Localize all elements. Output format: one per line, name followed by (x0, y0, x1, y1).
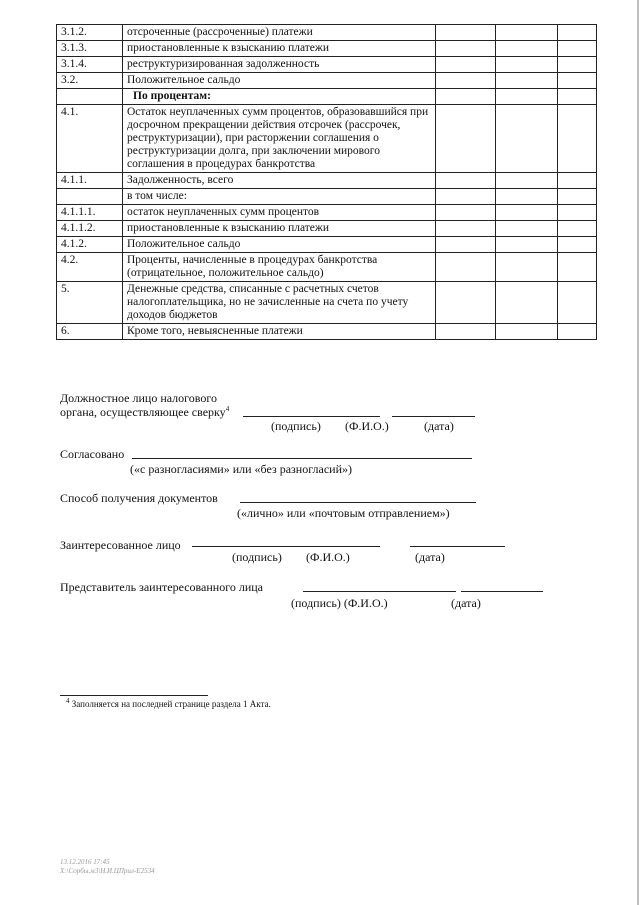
value-cell (436, 324, 496, 340)
interested-date-line[interactable] (410, 546, 505, 547)
footnote-text: Заполняется на последней странице раздела 1 Акта. (71, 699, 271, 709)
value-cell (436, 41, 496, 57)
row-number (57, 189, 123, 205)
value-cell (558, 105, 597, 173)
value-cell (496, 324, 558, 340)
row-number: 4.2. (57, 253, 123, 282)
row-description: Остаток неуплаченных сумм процентов, образовавшийся при досрочном прекращении действия отсрочек (рассрочек, реструктуризации), при расторжении соглашения о реструктуризации долга, при заключении мирового соглашения в процедурах банкротства (123, 105, 436, 173)
footnote-mark: 4 (66, 697, 70, 705)
rep-date-line[interactable] (461, 591, 543, 592)
table-row (57, 25, 597, 41)
print-stamp-line1: 13.12.2016 17:45 (60, 858, 110, 866)
official-sign-line[interactable] (243, 416, 380, 417)
row-number: 3.1.2. (57, 25, 123, 41)
rep-caption-date: (дата) (451, 596, 481, 610)
value-cell (436, 73, 496, 89)
value-cell (436, 105, 496, 173)
table-row (57, 237, 597, 253)
interested-caption-date: (дата) (415, 550, 445, 564)
value-cell (558, 89, 597, 105)
row-number (57, 89, 123, 105)
value-cell (436, 173, 496, 189)
page-edge (637, 0, 639, 905)
value-cell (436, 205, 496, 221)
row-description: реструктуризированная задолженность (123, 57, 436, 73)
value-cell (558, 221, 597, 237)
row-description: остаток неуплаченных сумм процентов (123, 205, 436, 221)
value-cell (558, 205, 597, 221)
table-row (57, 73, 597, 89)
row-description: отсроченные (рассроченные) платежи (123, 25, 436, 41)
table-row (57, 89, 597, 105)
official-caption-name: (Ф.И.О.) (345, 419, 389, 433)
value-cell (436, 189, 496, 205)
row-number: 4.1.1.1. (57, 205, 123, 221)
agreed-line[interactable] (132, 458, 472, 459)
table-row (57, 173, 597, 189)
value-cell (496, 221, 558, 237)
method-label: Способ получения документов (60, 491, 218, 505)
rep-caption-signname: (подпись) (Ф.И.О.) (291, 596, 388, 610)
row-number: 3.1.4. (57, 57, 123, 73)
official-label-text: органа, осуществляющее сверку (60, 405, 226, 419)
row-number: 5. (57, 282, 123, 324)
table-row (57, 324, 597, 340)
row-description: Денежные средства, списанные с расчетных счетов налогоплательщика, но не зачисленные на счета по учету доходов бюджетов (123, 282, 436, 324)
table-row (57, 41, 597, 57)
row-number: 4.1.2. (57, 237, 123, 253)
value-cell (558, 73, 597, 89)
value-cell (496, 205, 558, 221)
table-body (57, 25, 597, 340)
value-cell (496, 253, 558, 282)
agreed-label: Согласовано (60, 447, 125, 461)
value-cell (436, 89, 496, 105)
value-cell (558, 237, 597, 253)
method-caption: («лично» или «почтовым отправлением») (237, 506, 450, 520)
value-cell (496, 105, 558, 173)
value-cell (436, 25, 496, 41)
table-row (57, 221, 597, 237)
reconciliation-table (56, 24, 597, 340)
row-description: По процентам: (123, 89, 436, 105)
footnote-rule (60, 695, 208, 696)
row-number: 4.1.1. (57, 173, 123, 189)
row-description: приостановленные к взысканию платежи (123, 221, 436, 237)
value-cell (558, 253, 597, 282)
row-description: Положительное сальдо (123, 237, 436, 253)
value-cell (436, 57, 496, 73)
row-number: 3.2. (57, 73, 123, 89)
rep-sign-line[interactable] (303, 591, 456, 592)
value-cell (558, 57, 597, 73)
print-stamp-line2: Х:\Сорбы.м3\Н.И.ЦПрил-Е2534 (60, 867, 155, 875)
value-cell (558, 282, 597, 324)
value-cell (558, 324, 597, 340)
row-number: 6. (57, 324, 123, 340)
row-description: Проценты, начисленные в процедурах банкротства (отрицательное, положительное сальдо) (123, 253, 436, 282)
interested-sign-line[interactable] (192, 546, 380, 547)
value-cell (558, 189, 597, 205)
row-number: 3.1.3. (57, 41, 123, 57)
row-number: 4.1. (57, 105, 123, 173)
value-cell (496, 41, 558, 57)
interested-label: Заинтересованное лицо (60, 538, 181, 552)
value-cell (436, 221, 496, 237)
official-footnote-mark: 4 (225, 405, 230, 413)
footnote (66, 699, 271, 710)
table-row (57, 57, 597, 73)
row-description: приостановленные к взысканию платежи (123, 41, 436, 57)
interested-caption-name: (Ф.И.О.) (306, 550, 350, 564)
official-label-line1: Должностное лицо налогового (60, 391, 217, 405)
value-cell (496, 25, 558, 41)
official-date-line[interactable] (392, 416, 475, 417)
row-description: в том числе: (123, 189, 436, 205)
value-cell (496, 189, 558, 205)
official-label-line2 (60, 405, 229, 419)
value-cell (496, 237, 558, 253)
value-cell (496, 282, 558, 324)
value-cell (436, 253, 496, 282)
interested-caption-sign: (подпись) (232, 550, 282, 564)
row-number: 4.1.1.2. (57, 221, 123, 237)
table-row (57, 105, 597, 173)
table-row (57, 282, 597, 324)
method-line[interactable] (240, 502, 476, 503)
value-cell (496, 173, 558, 189)
table-row (57, 205, 597, 221)
table-row (57, 253, 597, 282)
value-cell (558, 173, 597, 189)
row-description: Положительное сальдо (123, 73, 436, 89)
official-caption-sign: (подпись) (271, 419, 321, 433)
agreed-caption: («с разногласиями» или «без разногласий») (130, 462, 352, 476)
row-description: Кроме того, невыясненные платежи (123, 324, 436, 340)
value-cell (558, 41, 597, 57)
value-cell (436, 282, 496, 324)
value-cell (496, 73, 558, 89)
value-cell (436, 237, 496, 253)
official-caption-date: (дата) (424, 419, 454, 433)
table-row (57, 189, 597, 205)
value-cell (496, 89, 558, 105)
value-cell (496, 57, 558, 73)
row-description: Задолженность, всего (123, 173, 436, 189)
value-cell (558, 25, 597, 41)
rep-label: Представитель заинтересованного лица (60, 580, 263, 594)
